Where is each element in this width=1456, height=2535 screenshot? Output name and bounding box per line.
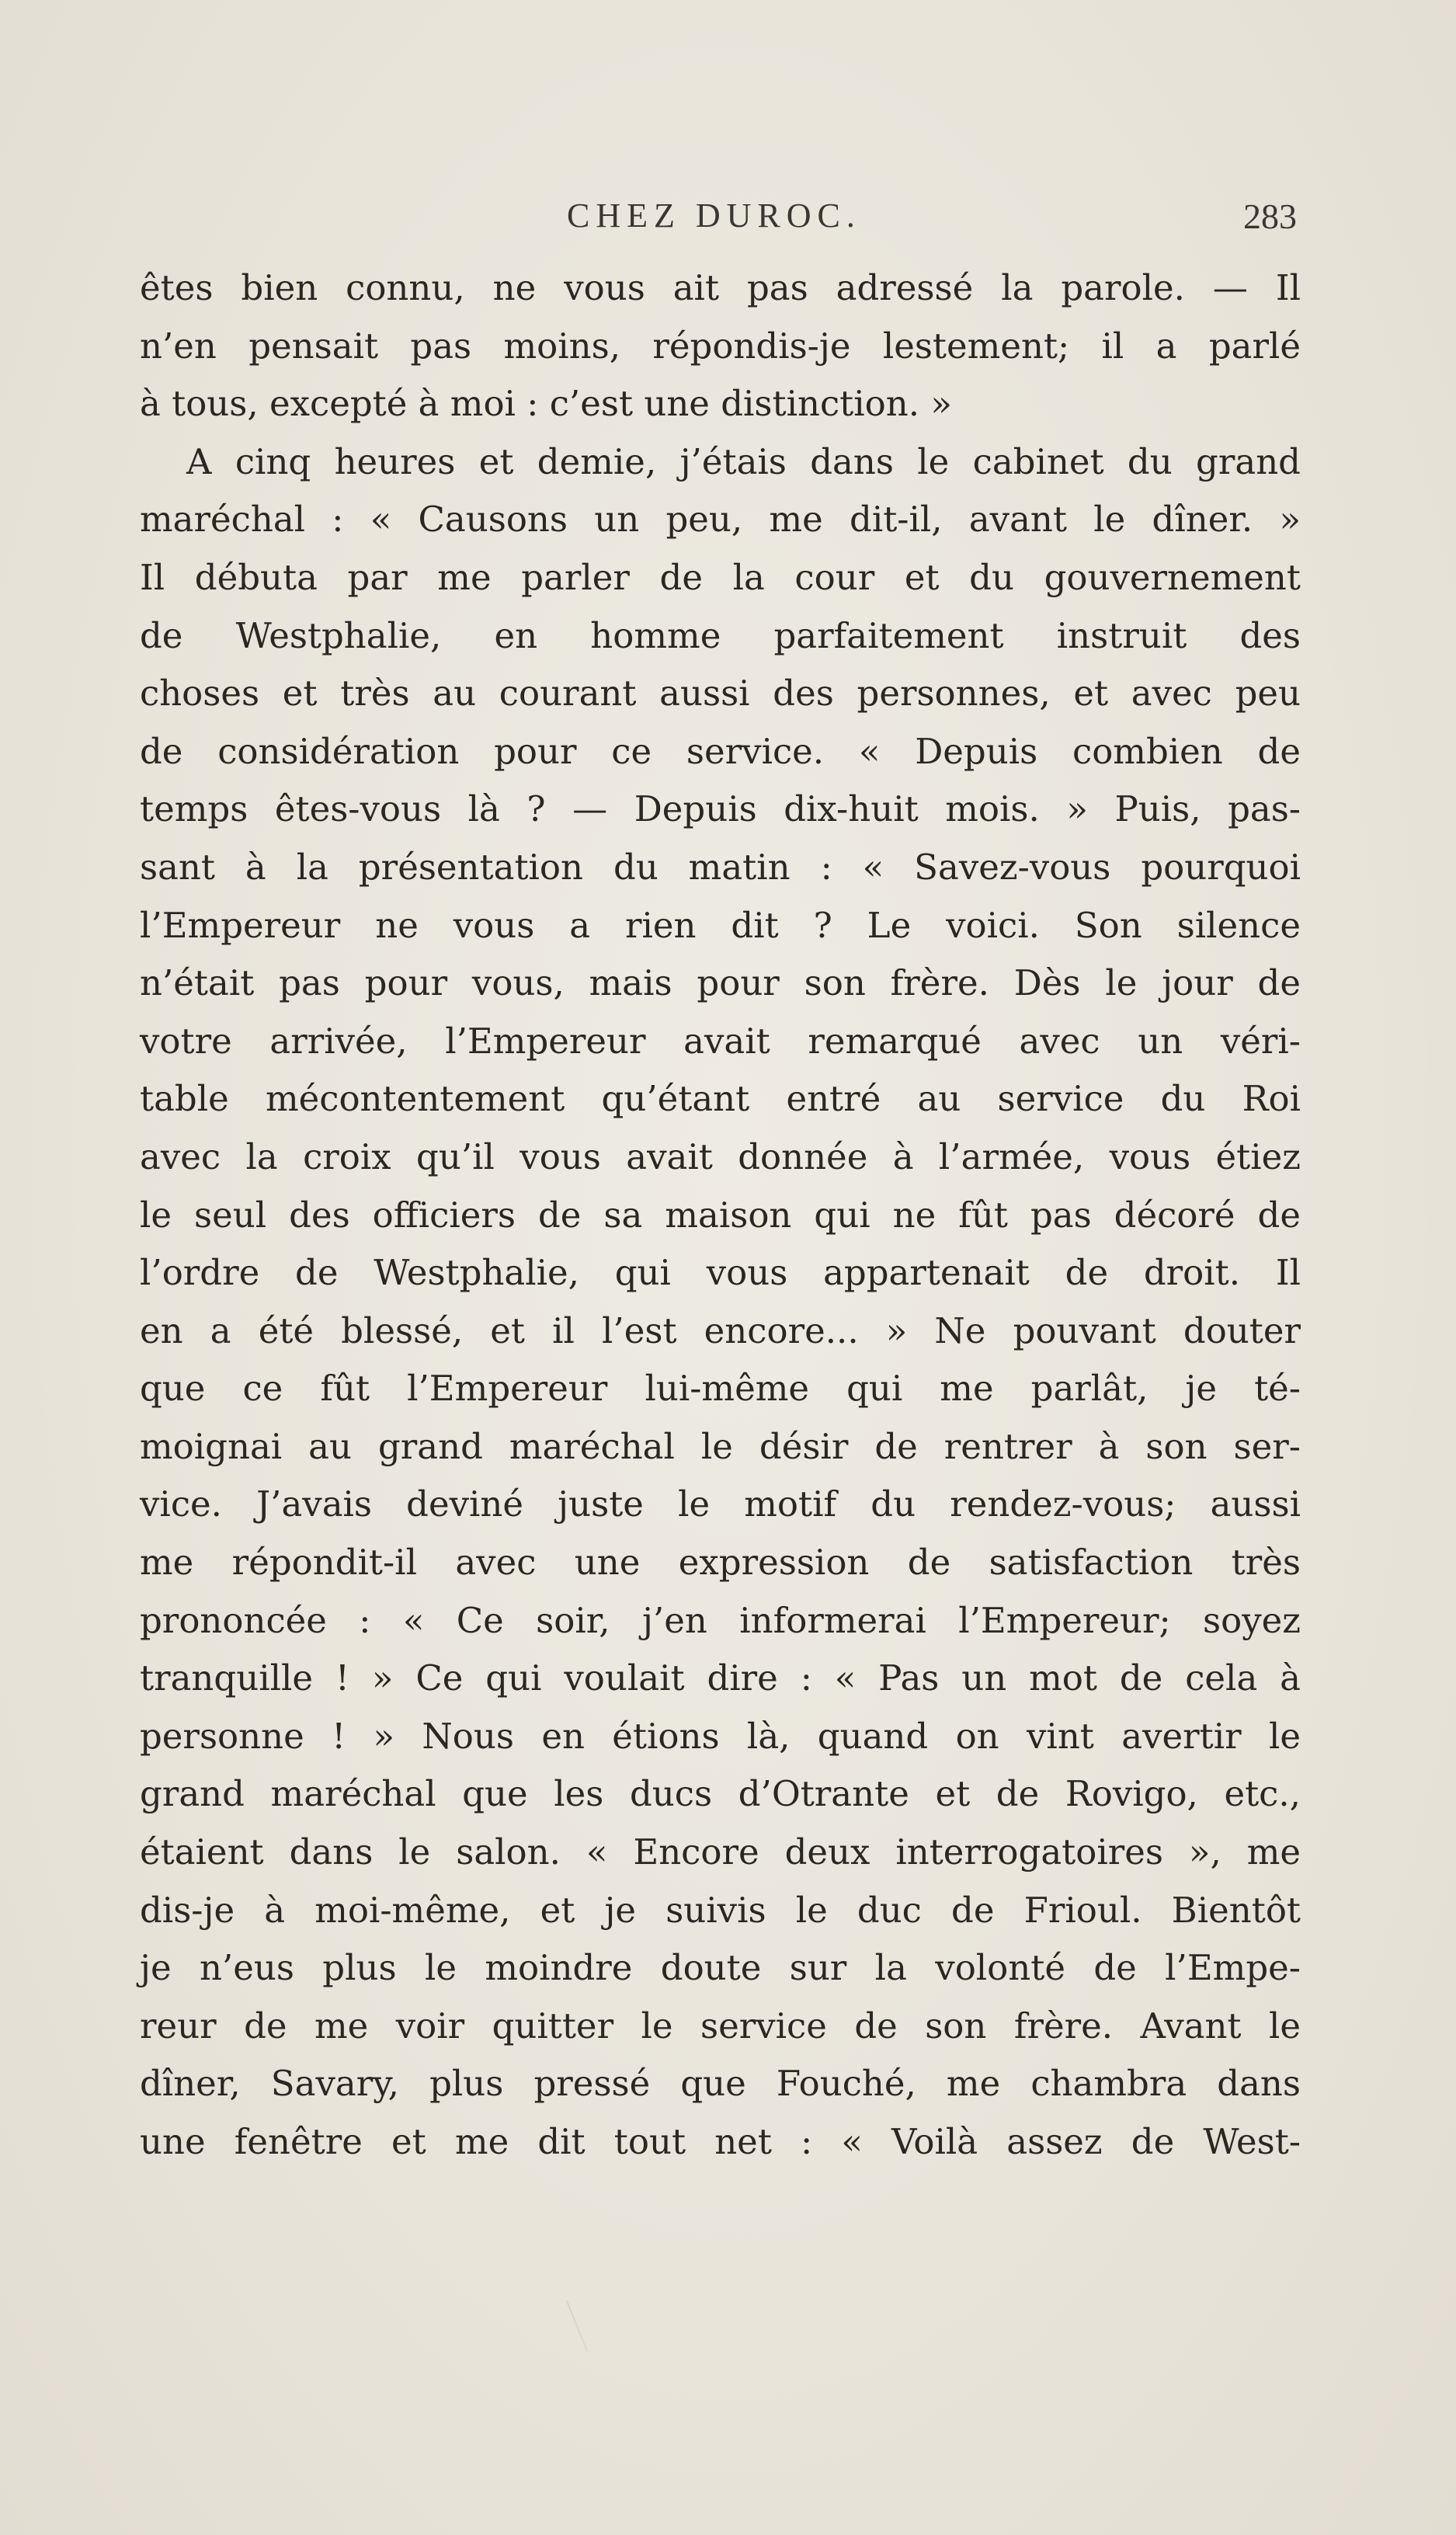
text-line: de considération pour ce service. « Depuis combien de <box>140 730 1301 772</box>
text-line: le seul des officiers de sa maison qui ne fût pas décoré de <box>140 1194 1301 1236</box>
text-line: prononcée : « Ce soir, j’en informerai l’Empereur; soyez <box>140 1599 1301 1641</box>
text-line: Il débuta par me parler de la cour et du gouvernement <box>140 556 1301 598</box>
text-line: vice. J’avais deviné juste le motif du rendez-vous; aussi <box>140 1483 1301 1525</box>
text-line: choses et très au courant aussi des personnes, et avec peu <box>140 673 1301 715</box>
text-line: étaient dans le salon. « Encore deux interrogatoires », me <box>140 1831 1301 1873</box>
running-title: CHEZ DUROC. <box>567 196 861 235</box>
text-line: l’Empereur ne vous a rien dit ? Le voici. Son silence <box>140 904 1301 946</box>
text-line: reur de me voir quitter le service de son frère. Avant le <box>140 2005 1301 2046</box>
text-line: A cinq heures et demie, j’étais dans le cabinet du grand <box>186 440 1301 482</box>
text-line: personne ! » Nous en étions là, quand on vint avertir le <box>140 1715 1301 1757</box>
text-line: temps êtes-vous là ? — Depuis dix-huit mois. » Puis, pas- <box>140 788 1301 830</box>
text-line: votre arrivée, l’Empereur avait remarqué avec un véri- <box>140 1020 1301 1062</box>
pencil-stroke-mark <box>566 2300 588 2352</box>
text-line: dîner, Savary, plus pressé que Fouché, me chambra dans <box>140 2063 1301 2105</box>
text-line: moignai au grand maréchal le désir de rentrer à son ser- <box>140 1425 1301 1467</box>
text-line: que ce fût l’Empereur lui-même qui me parlât, je té- <box>140 1368 1301 1410</box>
text-line: table mécontentement qu’étant entré au service du Roi <box>140 1078 1301 1120</box>
text-line: dis-je à moi-même, et je suivis le duc de Frioul. Bientôt <box>140 1889 1301 1931</box>
running-head <box>132 196 1297 242</box>
text-line: je n’eus plus le moindre doute sur la volonté de l’Empe- <box>140 1947 1301 1989</box>
text-line: n’était pas pour vous, mais pour son frère. Dès le jour de <box>140 962 1301 1004</box>
text-line: tranquille ! » Ce qui voulait dire : « Pas un mot de cela à <box>140 1657 1301 1699</box>
body-text <box>140 259 1301 2172</box>
text-line: de Westphalie, en homme parfaitement instruit des <box>140 614 1301 656</box>
text-line: en a été blessé, et il l’est encore... » Ne pouvant douter <box>140 1309 1301 1351</box>
text-line: à tous, excepté à moi : c’est une distinction. » <box>140 383 952 425</box>
text-line: grand maréchal que les ducs d’Otrante et de Rovigo, etc., <box>140 1773 1301 1815</box>
text-line: maréchal : « Causons un peu, me dit-il, avant le dîner. » <box>140 499 1301 541</box>
text-line: n’en pensait pas moins, répondis-je lestement; il a parlé <box>140 325 1301 367</box>
text-line: une fenêtre et me dit tout net : « Voilà assez de West- <box>140 2121 1301 2162</box>
text-line: l’ordre de Westphalie, qui vous appartenait de droit. Il <box>140 1252 1301 1294</box>
page-number: 283 <box>1243 196 1297 236</box>
text-line: sant à la présentation du matin : « Savez-vous pourquoi <box>140 846 1301 888</box>
text-line: avec la croix qu’il vous avait donnée à l’armée, vous étiez <box>140 1135 1301 1177</box>
text-line: me répondit-il avec une expression de satisfaction très <box>140 1542 1301 1584</box>
text-line: êtes bien connu, ne vous ait pas adressé la parole. — Il <box>140 267 1301 308</box>
